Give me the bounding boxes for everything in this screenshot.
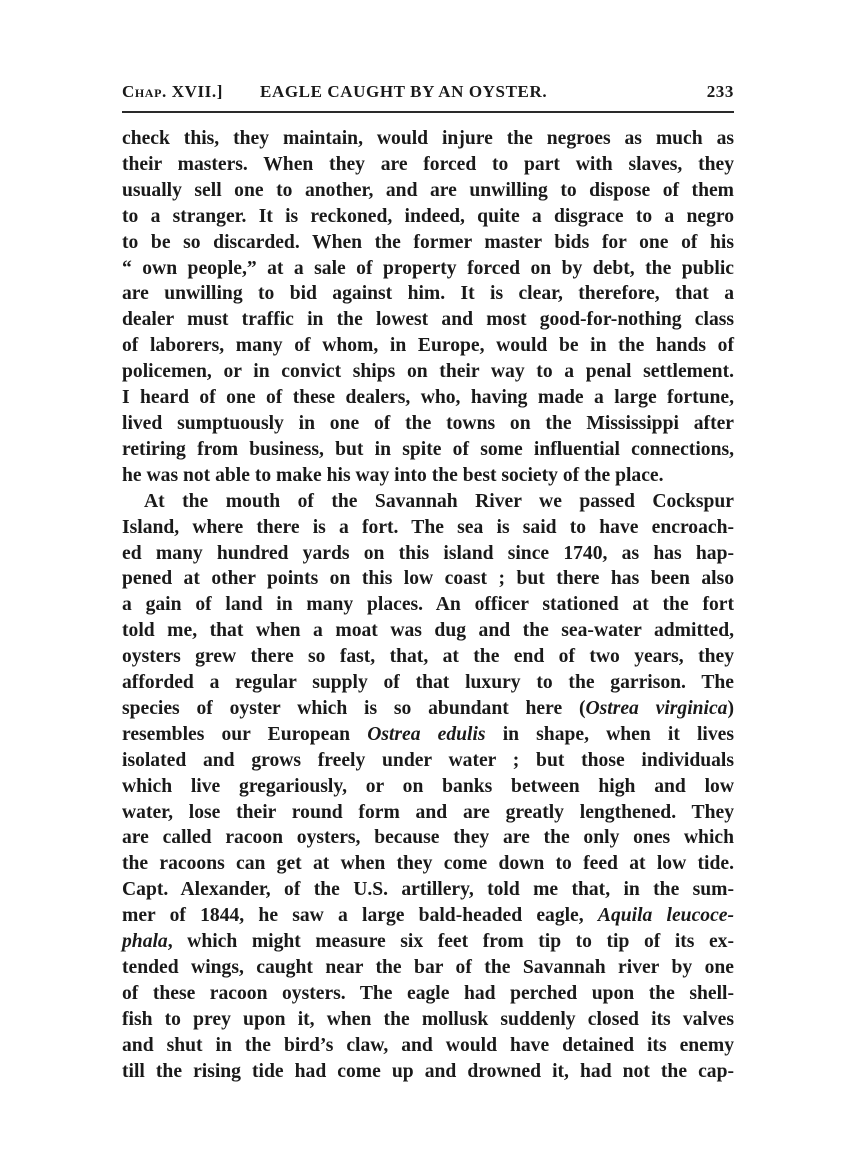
text-line: till the rising tide had come up and drowned it, had not the cap- (122, 1060, 734, 1082)
text-line: usually sell one to another, and are unwilling to dispose of them (122, 179, 734, 201)
text-line: and shut in the bird’s claw, and would have detained its enemy (122, 1034, 734, 1056)
text-line: I heard of one of these dealers, who, having made a large fortune, (122, 387, 734, 409)
text-line: to be so discarded. When the former master bids for one of his (122, 231, 734, 253)
text-segment: resembles our European (122, 723, 368, 745)
text-line: are unwilling to bid against him. It is clear, therefore, that a (122, 283, 734, 305)
text-line: told me, that when a moat was dug and the sea-water admitted, (122, 620, 734, 642)
text-line: policemen, or in convict ships on their way to a penal settlement. (122, 361, 734, 383)
text-line: ed many hundred yards on this island since 1740, as has hap- (122, 542, 734, 564)
text-line: which live gregariously, or on banks between high and low (122, 775, 734, 797)
text-line: fish to prey upon it, when the mollusk suddenly closed its valves (122, 1008, 734, 1030)
text-line: Capt. Alexander, of the U.S. artillery, told me that, in the sum- (122, 879, 734, 901)
chapter-label: Chap. XVII.] (122, 82, 224, 101)
running-head (122, 82, 734, 104)
text-segment: in shape, when it lives (485, 723, 734, 745)
text-line: are called racoon oysters, because they are the only ones which (122, 827, 734, 849)
text-line: of laborers, many of whom, in Europe, would be in the hands of (122, 335, 734, 357)
text-segment: mer of 1844, he saw a large bald-headed eagle, (122, 905, 598, 927)
text-line: pened at other points on this low coast ; but there has been also (122, 568, 734, 590)
text-line: tended wings, caught near the bar of the Savannah river by one (122, 957, 734, 978)
text-line (122, 696, 734, 722)
species-name: phala (122, 931, 168, 953)
text-line: water, lose their round form and are greatly lengthened. They (122, 801, 734, 823)
text-segment: , which might measure six feet from tip to tip of its ex- (167, 931, 734, 953)
text-line (122, 929, 734, 955)
text-line: afforded a regular supply of that luxury to the garrison. The (122, 672, 734, 694)
text-segment: species of oyster which is so abundant here ( (122, 697, 586, 719)
paragraph-start-line: At the mouth of the Savannah River we passed Cockspur (144, 490, 734, 512)
text-line: of these racoon oysters. The eagle had perched upon the shell- (122, 982, 734, 1004)
text-line: isolated and grows freely under water ; but those individuals (122, 749, 734, 771)
text-segment: ) (727, 697, 735, 719)
page-number: 233 (706, 82, 734, 101)
text-line: a gain of land in many places. An officer stationed at the fort (122, 594, 734, 616)
text-line: dealer must traffic in the lowest and most good-for-nothing class (122, 309, 734, 331)
text-line: retiring from business, but in spite of some influential connections, (122, 438, 734, 460)
text-line: check this, they maintain, would injure the negroes as much as (122, 128, 734, 149)
text-line: “ own people,” at a sale of property forced on by debt, the public (122, 257, 734, 279)
text-line (122, 903, 734, 929)
chapter-title: EAGLE CAUGHT BY AN OYSTER. (260, 82, 548, 101)
text-line: lived sumptuously in one of the towns on the Mississippi after (122, 412, 734, 434)
text-line: oysters grew there so fast, that, at the end of two years, they (122, 646, 734, 668)
text-line: Island, where there is a fort. The sea is said to have encroach- (122, 516, 734, 538)
book-page (122, 82, 734, 1085)
header-rule (122, 111, 734, 113)
species-name: Ostrea virginica (585, 697, 728, 719)
species-name: Ostrea edulis (367, 723, 486, 745)
text-line: to a stranger. It is reckoned, indeed, quite a disgrace to a negro (122, 205, 734, 227)
text-line (122, 722, 734, 748)
species-name: Aquila leucoce- (597, 905, 734, 927)
text-line: their masters. When they are forced to part with slaves, they (122, 153, 734, 175)
text-line: he was not able to make his way into the best society of the place. (122, 464, 664, 486)
text-line: the racoons can get at when they come down to feed at low tide. (122, 853, 734, 875)
body-text (122, 126, 734, 1085)
